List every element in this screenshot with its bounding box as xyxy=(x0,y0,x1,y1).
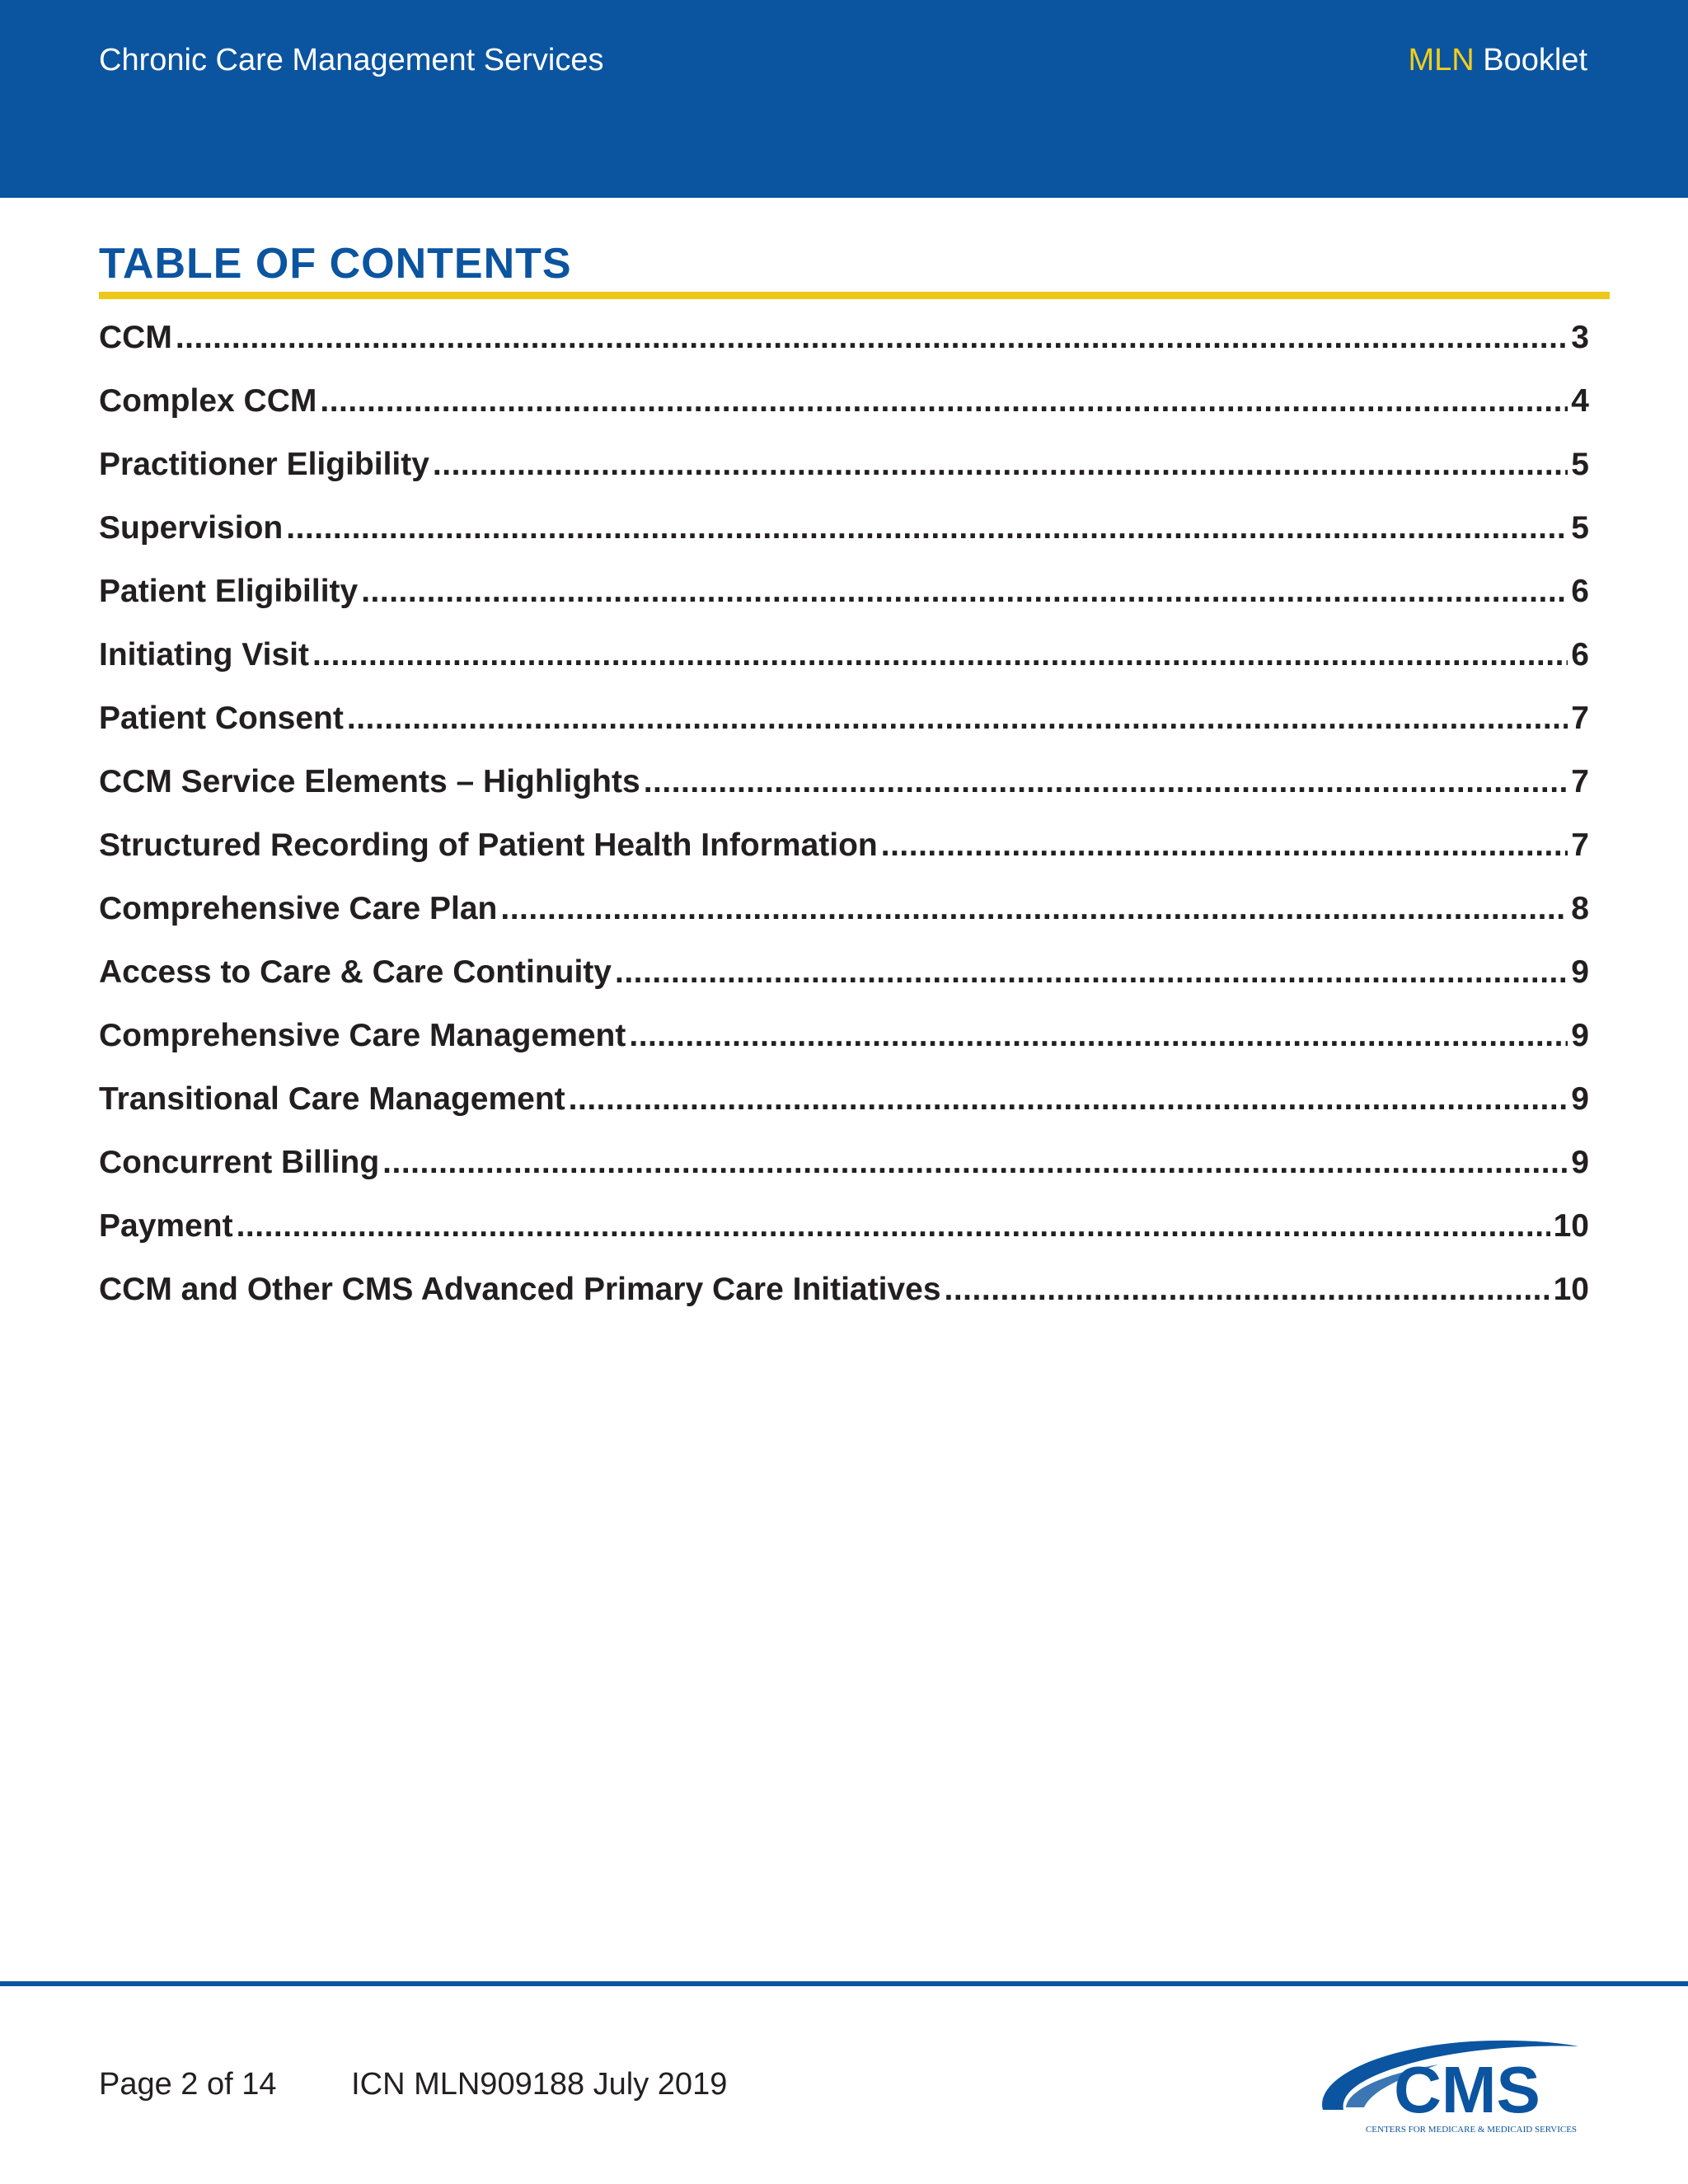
toc-entry-leader xyxy=(881,827,1568,864)
toc-entry-leader xyxy=(347,701,1568,737)
toc-entry[interactable] xyxy=(99,827,1589,891)
toc-entry-title: Payment xyxy=(99,1208,233,1244)
toc-entry-page: 9 xyxy=(1571,1018,1589,1053)
toc-entry-page: 9 xyxy=(1571,1145,1589,1180)
toc-entry-page: 10 xyxy=(1553,1272,1589,1307)
toc-entry-page: 5 xyxy=(1571,447,1589,482)
toc-entry-title: Structured Recording of Patient Health Information xyxy=(99,827,878,863)
footer-info xyxy=(99,2067,727,2102)
toc-entry-title: Initiating Visit xyxy=(99,637,309,673)
toc-entry-leader xyxy=(629,1018,1568,1054)
toc-entry-page: 9 xyxy=(1571,1081,1589,1117)
toc-entry[interactable] xyxy=(99,383,1589,447)
toc-entry[interactable] xyxy=(99,1145,1589,1208)
toc-entry-leader xyxy=(286,510,1568,546)
booklet-label: Booklet xyxy=(1483,43,1587,77)
toc-entry-title: Concurrent Billing xyxy=(99,1145,380,1180)
toc-entry-leader xyxy=(176,320,1568,356)
cms-logo-subtext: CENTERS FOR MEDICARE & MEDICAID SERVICES xyxy=(1365,2125,1578,2135)
toc-entry-leader xyxy=(644,764,1568,800)
toc-heading: TABLE OF CONTENTS xyxy=(99,240,572,288)
toc-entry-title: Access to Care & Care Continuity xyxy=(99,954,612,990)
toc-list xyxy=(99,320,1589,1335)
toc-entry-title: Practitioner Eligibility xyxy=(99,447,429,482)
toc-entry[interactable] xyxy=(99,510,1589,574)
toc-entry-page: 7 xyxy=(1571,827,1589,863)
toc-entry[interactable] xyxy=(99,447,1589,510)
mln-label: MLN xyxy=(1408,43,1475,77)
toc-entry-title: Patient Eligibility xyxy=(99,574,359,609)
toc-entry[interactable] xyxy=(99,1272,1589,1335)
toc-entry-leader xyxy=(382,1145,1568,1181)
toc-entry-page: 7 xyxy=(1571,764,1589,799)
toc-entry-page: 10 xyxy=(1553,1208,1589,1244)
toc-entry-leader xyxy=(945,1272,1550,1308)
toc-entry-page: 6 xyxy=(1571,637,1589,673)
toc-entry-leader xyxy=(361,574,1568,610)
footer-divider xyxy=(0,1981,1688,1986)
document-title: Chronic Care Management Services xyxy=(99,43,604,77)
toc-entry-leader xyxy=(237,1208,1550,1244)
icn-number: ICN MLN909188 July 2019 xyxy=(351,2067,728,2102)
toc-entry-leader xyxy=(320,383,1568,419)
toc-entry-leader xyxy=(569,1081,1568,1118)
toc-entry-title: CCM and Other CMS Advanced Primary Care Initiatives xyxy=(99,1272,941,1307)
toc-entry[interactable] xyxy=(99,1208,1589,1272)
toc-entry[interactable] xyxy=(99,320,1589,383)
toc-entry-page: 7 xyxy=(1571,701,1589,736)
mln-booklet-label xyxy=(1408,43,1587,78)
toc-entry-title: CCM xyxy=(99,320,172,355)
toc-entry-page: 3 xyxy=(1571,320,1589,355)
toc-entry[interactable] xyxy=(99,574,1589,637)
toc-entry-page: 6 xyxy=(1571,574,1589,609)
toc-entry[interactable] xyxy=(99,1081,1589,1145)
toc-entry-leader xyxy=(500,891,1568,927)
toc-entry[interactable] xyxy=(99,701,1589,764)
cms-logo-text: CMS xyxy=(1394,2053,1540,2126)
toc-entry-leader xyxy=(312,637,1568,673)
toc-entry-title: Comprehensive Care Plan xyxy=(99,891,498,926)
toc-entry-title: Comprehensive Care Management xyxy=(99,1018,626,1053)
cms-logo xyxy=(1306,2032,1595,2139)
toc-entry[interactable] xyxy=(99,1018,1589,1081)
toc-entry-page: 8 xyxy=(1571,891,1589,926)
toc-entry-leader xyxy=(615,954,1568,991)
toc-entry-page: 9 xyxy=(1571,954,1589,990)
toc-entry-title: Transitional Care Management xyxy=(99,1081,565,1117)
toc-entry-title: Supervision xyxy=(99,510,284,546)
page-number: Page 2 of 14 xyxy=(99,2067,277,2102)
toc-entry[interactable] xyxy=(99,637,1589,701)
toc-heading-underline xyxy=(99,292,1610,299)
toc-entry-title: CCM Service Elements – Highlights xyxy=(99,764,640,799)
toc-entry-leader xyxy=(433,447,1568,483)
toc-entry-title: Complex CCM xyxy=(99,383,317,419)
toc-entry-title: Patient Consent xyxy=(99,701,344,736)
toc-entry-page: 4 xyxy=(1571,383,1589,419)
page-header xyxy=(0,0,1688,198)
toc-entry[interactable] xyxy=(99,891,1589,954)
toc-entry-page: 5 xyxy=(1571,510,1589,546)
toc-entry[interactable] xyxy=(99,764,1589,827)
toc-entry[interactable] xyxy=(99,954,1589,1018)
